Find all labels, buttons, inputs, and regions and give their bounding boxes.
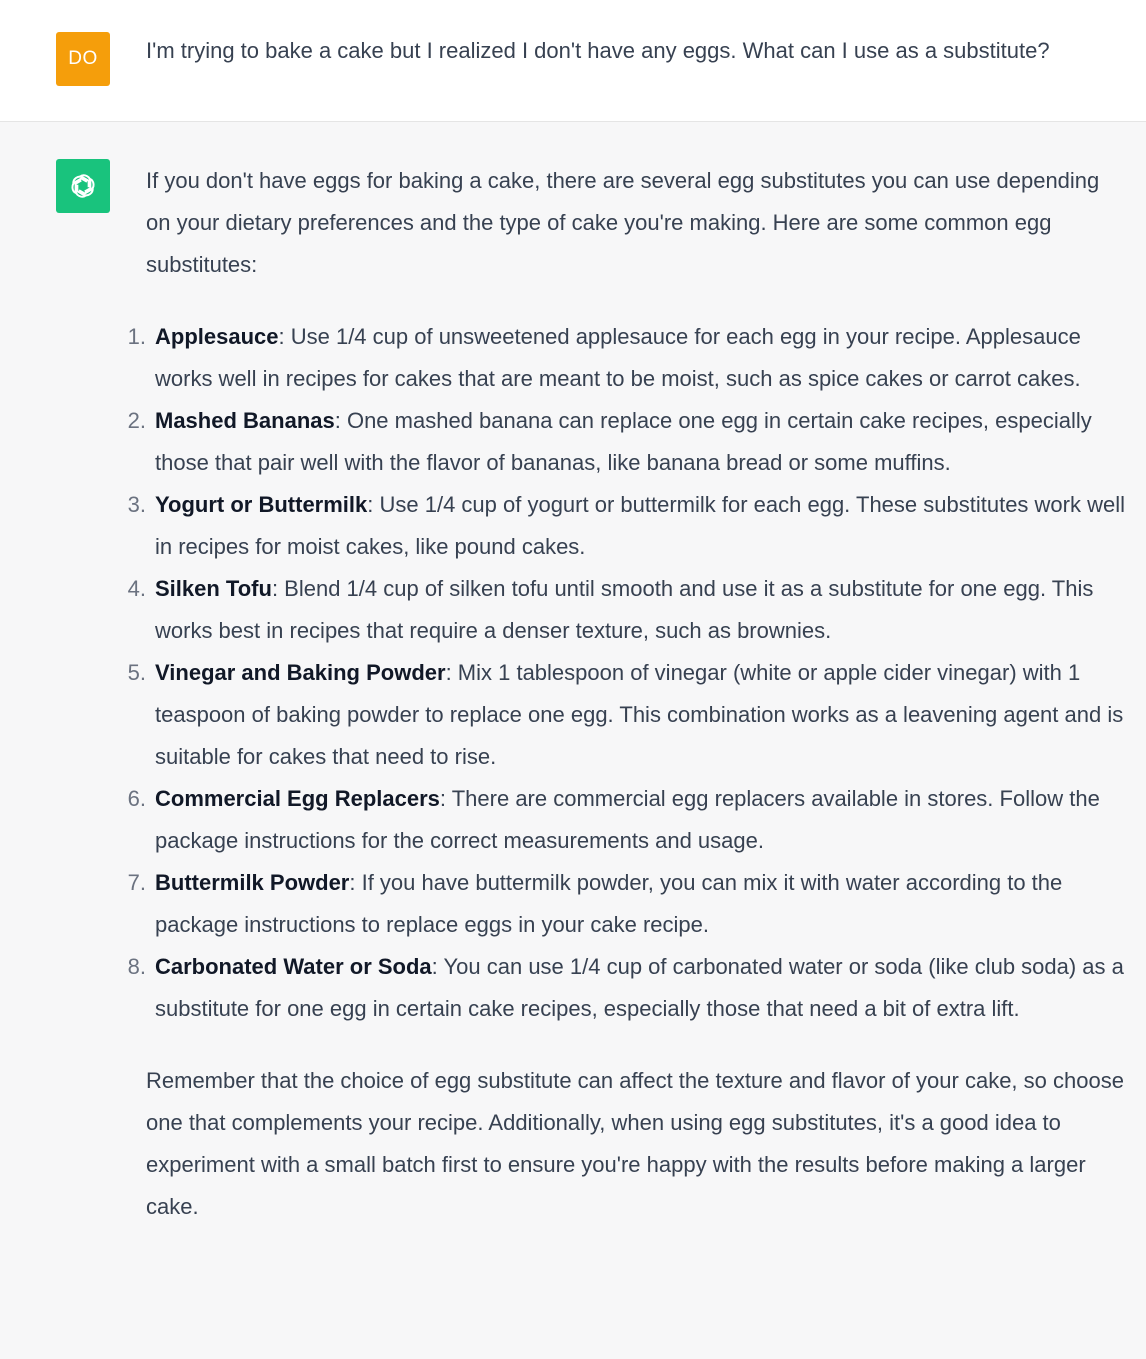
- assistant-message-body: [127, 160, 1126, 1228]
- list-item-number: 4.: [127, 576, 146, 601]
- openai-logo-icon: [66, 169, 100, 203]
- list-item: [127, 778, 1126, 862]
- list-item-term: Applesauce: [155, 324, 279, 349]
- list-item-number: 8.: [127, 954, 146, 979]
- list-item-number: 1.: [127, 324, 146, 349]
- list-item: [127, 652, 1126, 778]
- list-item-text: : There are commercial egg replacers available in stores. Follow the package instructions for the correct measurements and usage.: [155, 786, 1100, 853]
- user-message: [0, 0, 1146, 122]
- list-item: [127, 484, 1126, 568]
- list-item-text: : Blend 1/4 cup of silken tofu until smooth and use it as a substitute for one egg. This works best in recipes that require a denser texture, such as brownies.: [155, 576, 1094, 643]
- list-item-text: : One mashed banana can replace one egg in certain cake recipes, especially those that pair well with the flavor of bananas, like banana bread or some muffins.: [155, 408, 1092, 475]
- list-item-number: 2.: [127, 408, 146, 433]
- user-message-text: I'm trying to bake a cake but I realized I don't have any eggs. What can I use as a substitute?: [146, 38, 1050, 63]
- list-item: [127, 400, 1126, 484]
- list-item: [127, 568, 1126, 652]
- list-item-number: 6.: [127, 786, 146, 811]
- list-item-text: : Use 1/4 cup of yogurt or buttermilk for each egg. These substitutes work well in recipes for moist cakes, like pound cakes.: [155, 492, 1125, 559]
- user-avatar: DO: [56, 32, 110, 86]
- substitutes-list: [127, 316, 1126, 1030]
- list-item-text: : If you have buttermilk powder, you can mix it with water according to the package instructions to replace eggs in your cake recipe.: [155, 870, 1063, 937]
- list-item: [127, 946, 1126, 1030]
- assistant-message: [0, 122, 1146, 1359]
- list-item-text: : You can use 1/4 cup of carbonated water or soda (like club soda) as a substitute for one egg in certain cake recipes, especially those that need a bit of extra lift.: [155, 954, 1124, 1021]
- assistant-avatar: [56, 159, 110, 213]
- list-item-term: Mashed Bananas: [155, 408, 335, 433]
- list-item-term: Commercial Egg Replacers: [155, 786, 440, 811]
- list-item-number: 5.: [127, 660, 146, 685]
- list-item-number: 7.: [127, 870, 146, 895]
- answer-outro: Remember that the choice of egg substitute can affect the texture and flavor of your cake, so choose one that complements your recipe. Additionally, when using egg substitutes, it's a good idea to experiment with a small batch first to ensure you're happy with the results before making a larger cake.: [146, 1068, 1124, 1219]
- list-item-text: : Use 1/4 cup of unsweetened applesauce for each egg in your recipe. Applesauce works well in recipes for cakes that are meant to be moist, such as spice cakes or carrot cakes.: [155, 324, 1081, 391]
- list-item-term: Buttermilk Powder: [155, 870, 350, 895]
- answer-intro: If you don't have eggs for baking a cake, there are several egg substitutes you can use depending on your dietary preferences and the type of cake you're making. Here are some common egg substitutes:: [146, 168, 1100, 277]
- list-item-term: Vinegar and Baking Powder: [155, 660, 446, 685]
- list-item-text: : Mix 1 tablespoon of vinegar (white or apple cider vinegar) with 1 teaspoon of baking powder to replace one egg. This combination works as a leavening agent and is suitable for cakes that need to rise.: [155, 660, 1124, 769]
- list-item: [127, 862, 1126, 946]
- list-item: [127, 316, 1126, 400]
- list-item-number: 3.: [127, 492, 146, 517]
- list-item-term: Silken Tofu: [155, 576, 272, 601]
- list-item-term: Yogurt or Buttermilk: [155, 492, 368, 517]
- list-item-term: Carbonated Water or Soda: [155, 954, 432, 979]
